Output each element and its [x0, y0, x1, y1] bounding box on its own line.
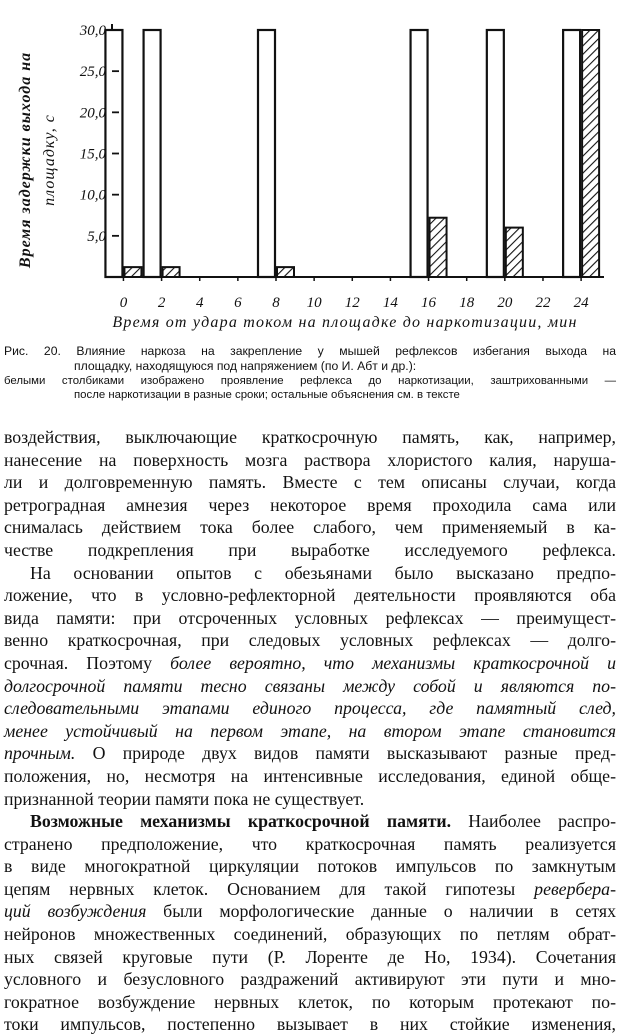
text-line: [4, 810, 616, 833]
text-line: [4, 652, 616, 675]
caption-line: площадку, находящуюся под напряжением (по И. Абт и др.):: [74, 359, 417, 373]
legend-line: белыми столбиками изображено проявление рефлекса до наркотизации, заштрихованными —: [4, 375, 616, 387]
text-line: ных связей круговые пути (Р. Лоренте де Но, 1934). Сочетания: [4, 946, 616, 967]
x-tick-label: 24: [573, 295, 589, 311]
text-line: вида памяти: при отсроченных условных рефлексах — преимущест-: [4, 607, 616, 628]
text-line: [4, 742, 616, 765]
y-tick-label: 25,0: [79, 64, 106, 81]
x-tick-label: 4: [195, 295, 204, 311]
text-line: гократное возбуждение нервных клеток, по которым протекают по-: [4, 991, 616, 1012]
emphasis-line: следовательными этапами единого процесса, где памятный след,: [4, 698, 616, 719]
text-line: токи импульсов, постепенно вызывает в них стойкие изменения,: [4, 1014, 616, 1035]
y-axis-label: [17, 52, 58, 269]
text-line: ли и долговременную память. Вместе с тем описаны случаи, когда: [4, 472, 616, 493]
x-tick-label: 6: [234, 295, 242, 311]
text-line: нейронов множественных соединений, образующих по петлям обрат-: [4, 924, 616, 945]
bar-after-narcosis: [430, 218, 447, 277]
text-line: ретроградная амнезия через некоторое время проходила сама или: [4, 494, 616, 515]
x-tick-label: 0: [119, 295, 128, 311]
bar-before-narcosis: [144, 30, 161, 277]
x-tick-label: 20: [497, 295, 513, 311]
figure-caption: [4, 344, 616, 402]
text-line: снималась действием тока более слабого, чем применяемый в ка-: [4, 517, 616, 538]
x-tick-label: 14: [382, 295, 398, 311]
emphasis: более вероятно, что механизмы краткосрочной и: [170, 652, 617, 673]
emphasis: прочным.: [4, 743, 76, 764]
bar-after-narcosis: [506, 228, 523, 277]
chart-axes: [112, 24, 604, 277]
bar-before-narcosis: [487, 30, 504, 277]
x-tick-label: 18: [459, 295, 475, 311]
bar-before-narcosis: [411, 30, 428, 277]
legend-line: после наркотизации в разные сроки; остальные объяснения см. в тексте: [74, 389, 460, 401]
x-tick-label: 22: [535, 295, 551, 311]
text-line: На основании опытов с обезьянами было высказано предпо-: [30, 562, 616, 583]
x-tick-label: 12: [344, 295, 360, 311]
text-line: в виде многократной циркуляции потоков импульсов по замкнутым: [4, 856, 616, 877]
text-line: [4, 878, 616, 901]
x-tick-label: 8: [272, 295, 280, 311]
y-axis-label-line: Время задержки выхода на: [17, 51, 34, 269]
text-run: были морфологические данные о наличии в сетях: [146, 901, 616, 922]
text-line: признанной теории памяти пока не существует.: [4, 788, 365, 809]
text-run: цепям нервных клеток. Основанием для такой гипотезы: [4, 878, 535, 899]
x-tick-label: 2: [157, 295, 166, 311]
text-line: странено предположение, что краткосрочная память реализуется: [4, 833, 616, 854]
y-tick-label: 30,0: [79, 23, 106, 39]
chart-bars: [105, 30, 599, 277]
text-run: О природе двух видов памяти высказывают разные пред-: [75, 743, 616, 764]
text-line: честве подкрепления при выработке исследуемого рефлекса.: [4, 539, 616, 560]
caption-line: Рис. 20. Влияние наркоза на закрепление у мышей рефлексов избегания выхода на: [4, 344, 616, 358]
section-heading: Возможные механизмы краткосрочной памяти.: [30, 811, 452, 832]
text-line: условного и безусловного раздражений активируют эти пути и мно-: [4, 969, 616, 990]
y-tick-label: 5,0: [87, 228, 106, 245]
text-line: воздействия, выключающие краткосрочную память, как, например,: [4, 427, 616, 447]
text-line: [4, 900, 616, 923]
bar-before-narcosis: [258, 30, 275, 277]
bar-after-narcosis: [163, 267, 180, 277]
emphasis: ций возбуждения: [4, 901, 147, 922]
y-axis-label-line: площадку, с: [41, 114, 58, 206]
text-line: нанесение на поверхность мозга раствора хлористого калия, наруша-: [4, 449, 616, 470]
bar-after-narcosis: [277, 267, 294, 277]
bar-after-narcosis: [124, 267, 141, 277]
emphasis-line: менее устойчивый на первом этапе, на втором этапе становится: [4, 720, 616, 741]
emphasis-line: долгосрочной памяти тесно связаны между собой и являются по-: [4, 675, 616, 696]
bar-chart: [0, 0, 620, 340]
x-tick-label: 16: [421, 295, 437, 311]
y-tick-label: 10,0: [79, 187, 106, 204]
text-run: срочная. Поэтому: [4, 652, 171, 673]
x-tick-label: 10: [306, 295, 322, 311]
text-line: ложение, что в условно-рефлекторной деятельности проявляются оба: [4, 585, 616, 606]
emphasis: ревербера-: [534, 878, 616, 899]
bar-after-narcosis: [582, 30, 599, 277]
bar-before-narcosis: [563, 30, 580, 277]
y-tick-label: 15,0: [79, 146, 106, 163]
text-line: положения, но, несмотря на интенсивные исследования, единой обще-: [4, 765, 616, 786]
text-line: венно краткосрочная, при следовых условных рефлексах — долго-: [4, 630, 616, 651]
x-axis-label: Время от удара током на площадке до наркотизации, мин: [112, 314, 578, 331]
body-text: [4, 426, 616, 1036]
text-run: Наиболее распро-: [451, 811, 616, 832]
y-tick-label: 20,0: [79, 105, 106, 122]
